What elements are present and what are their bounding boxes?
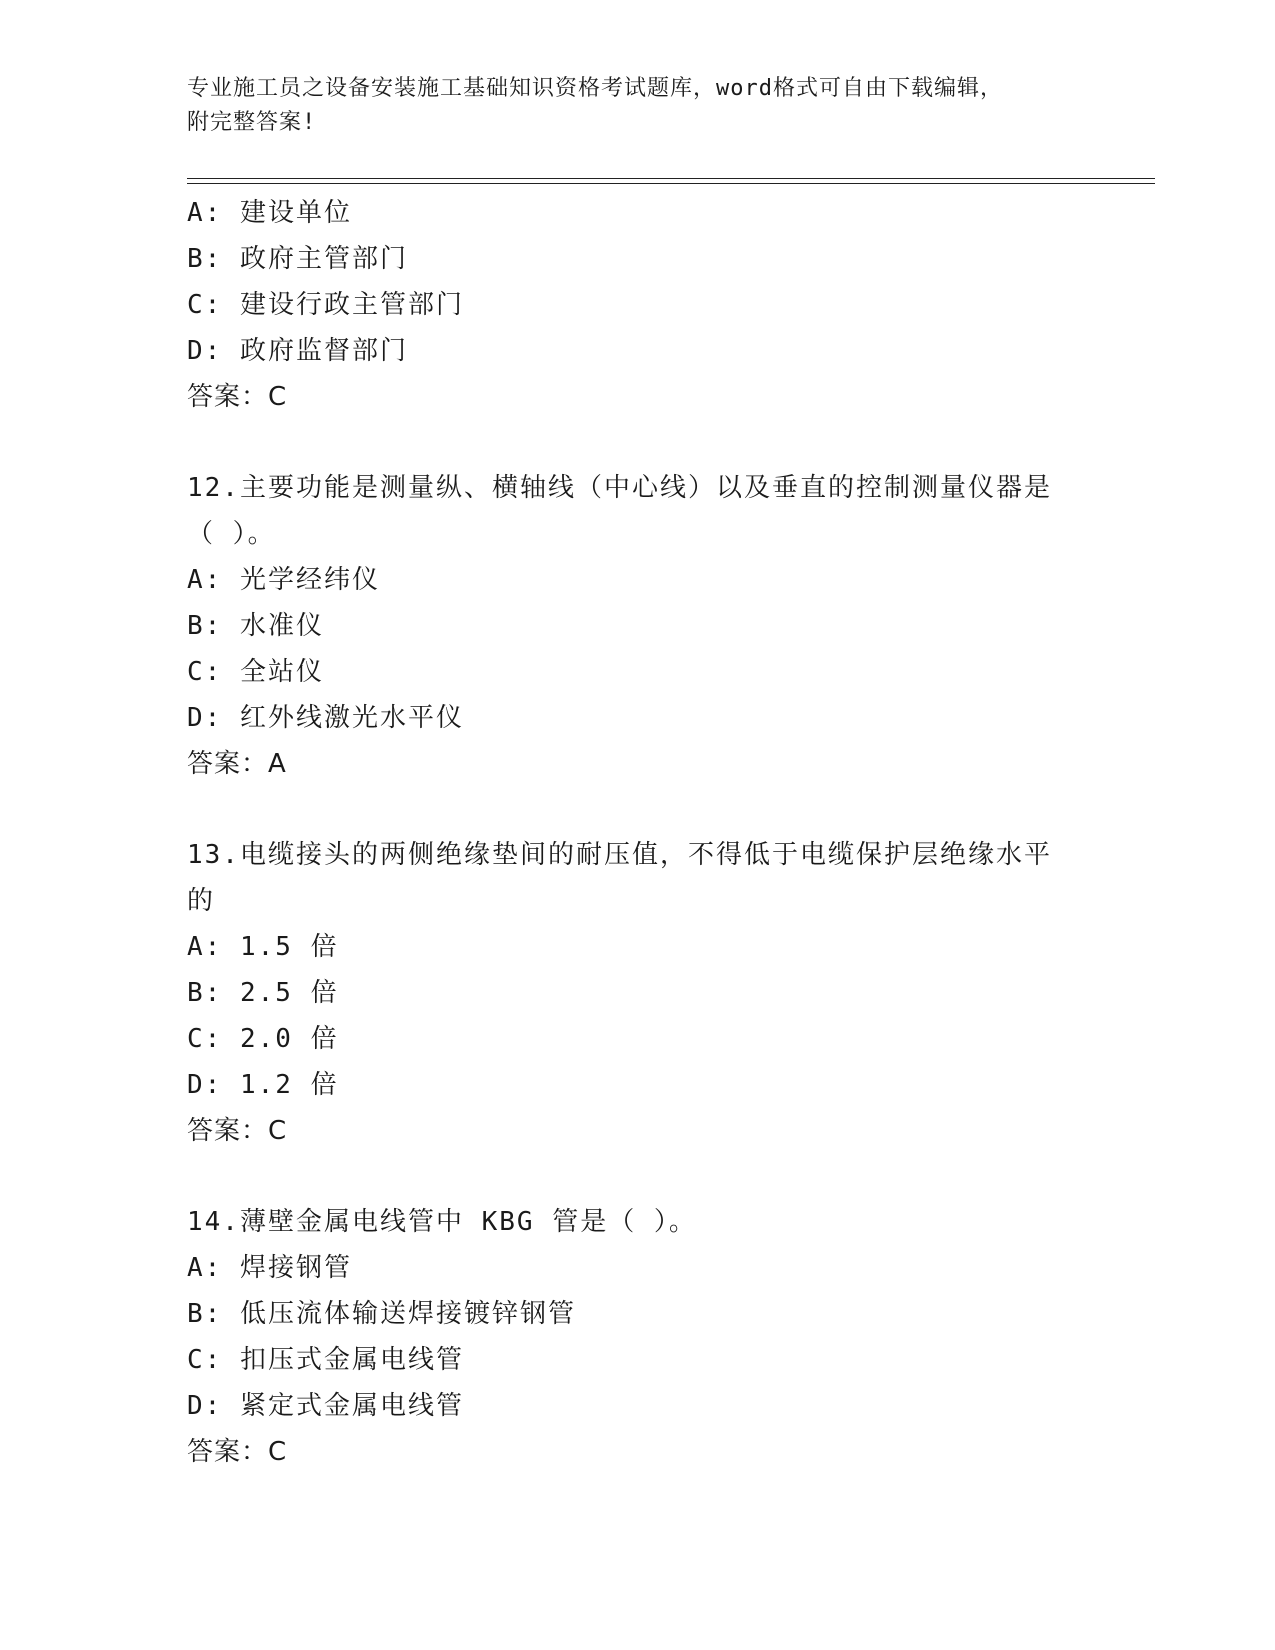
option-a: A: 焊接钢管 (187, 1253, 352, 1283)
spacer (187, 1154, 1087, 1199)
question-12 (187, 465, 1087, 787)
spacer (187, 420, 1087, 465)
option-d: D: 政府监督部门 (187, 336, 408, 366)
answer-line: 答案：C (187, 382, 288, 412)
answer-line: 答案：C (187, 1116, 288, 1146)
document-header (187, 72, 1087, 140)
option-b: B: 水准仪 (187, 611, 324, 641)
option-a: A: 建设单位 (187, 198, 352, 228)
option-c: C: 全站仪 (187, 657, 324, 687)
question-stem-line1: 12.主要功能是测量纵、横轴线（中心线）以及垂直的控制测量仪器是 (187, 473, 1052, 503)
answer-line: 答案：A (187, 749, 287, 779)
option-c: C: 建设行政主管部门 (187, 290, 464, 320)
question-stem-line2: 的 (187, 886, 216, 916)
option-c: C: 扣压式金属电线管 (187, 1345, 464, 1375)
question-stem-line1: 14.薄壁金属电线管中 KBG 管是（ ）。 (187, 1207, 697, 1237)
header-title-line1: 专业施工员之设备安装施工基础知识资格考试题库，word格式可自由下载编辑， (187, 76, 1003, 101)
header-title-line2: 附完整答案! (187, 110, 317, 135)
option-c: C: 2.0 倍 (187, 1024, 339, 1054)
question-stem-line1: 13.电缆接头的两侧绝缘垫间的耐压值，不得低于电缆保护层绝缘水平 (187, 840, 1052, 870)
question-stem-line2: （ ）。 (187, 519, 276, 549)
option-d: D: 紧定式金属电线管 (187, 1391, 464, 1421)
question-13 (187, 832, 1087, 1154)
option-b: B: 低压流体输送焊接镀锌钢管 (187, 1299, 576, 1329)
spacer (187, 787, 1087, 832)
question-list (187, 190, 1087, 1475)
header-divider-top (187, 178, 1155, 179)
question-11 (187, 190, 1087, 420)
option-b: B: 2.5 倍 (187, 978, 339, 1008)
option-d: D: 红外线激光水平仪 (187, 703, 464, 733)
question-14 (187, 1199, 1087, 1475)
option-d: D: 1.2 倍 (187, 1070, 339, 1100)
option-a: A: 1.5 倍 (187, 932, 339, 962)
option-a: A: 光学经纬仪 (187, 565, 380, 595)
answer-line: 答案：C (187, 1437, 288, 1467)
option-b: B: 政府主管部门 (187, 244, 408, 274)
header-divider-bottom (187, 183, 1155, 184)
